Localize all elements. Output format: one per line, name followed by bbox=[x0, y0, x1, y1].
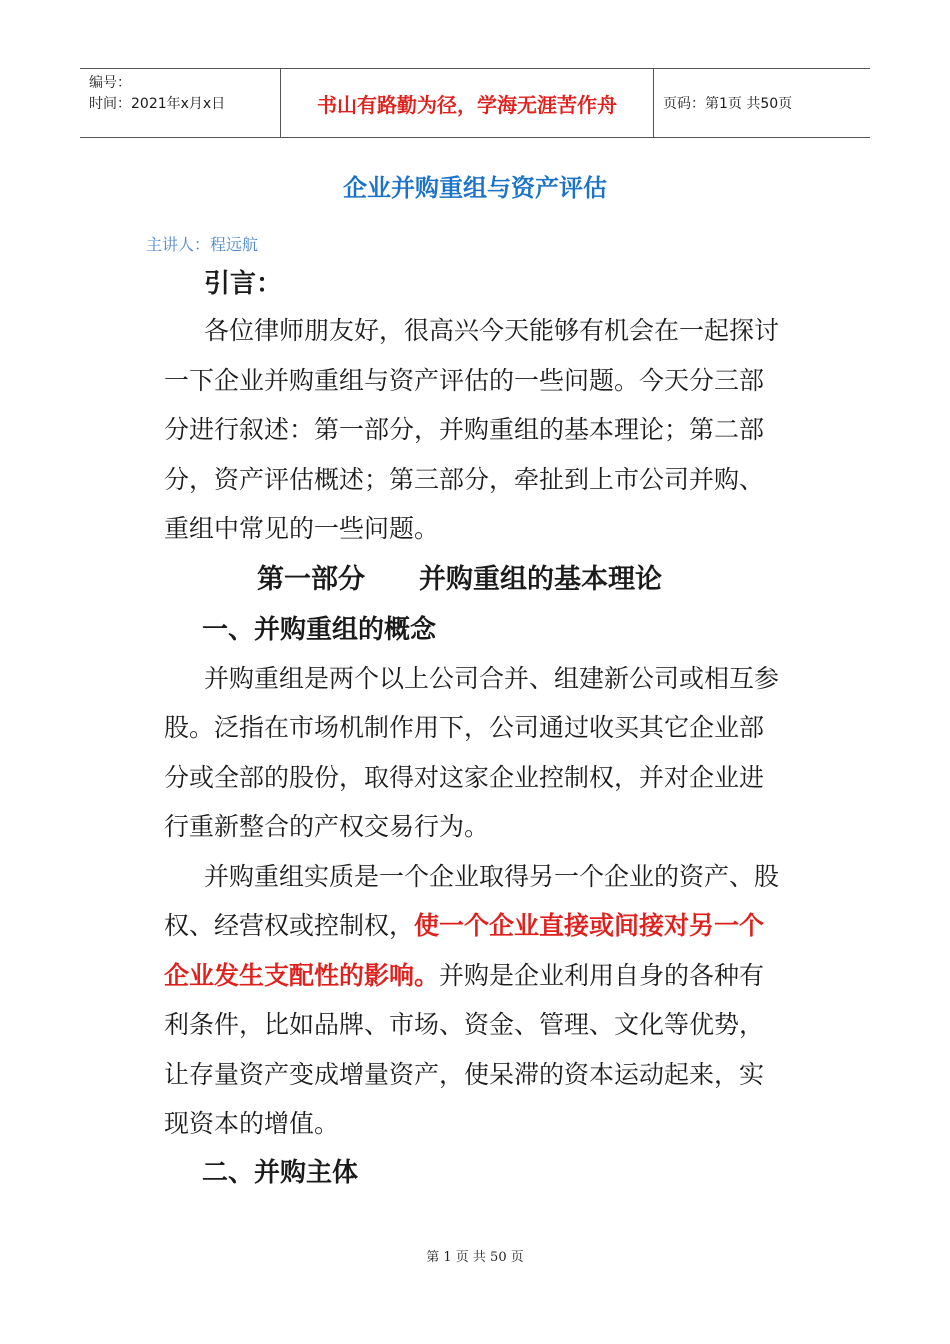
section2-heading: 二、并购主体 bbox=[202, 1157, 359, 1188]
section1-paragraph2 bbox=[164, 852, 784, 1149]
time-label: 时间：2021年x月x日 bbox=[89, 96, 226, 112]
part1-heading: 第一部分 并购重组的基本理论 bbox=[257, 563, 662, 595]
page-footer: 第 1 页 共 50 页 bbox=[426, 1250, 524, 1265]
document-title: 企业并购重组与资产评估 bbox=[343, 173, 607, 202]
page-header bbox=[80, 68, 870, 138]
document-body bbox=[164, 262, 784, 1197]
intro-heading: 引言： bbox=[204, 269, 283, 299]
header-page-info: 页码：第1页 共50页 bbox=[663, 96, 793, 112]
header-motto: 书山有路勤为径，学海无涯苦作舟 bbox=[281, 69, 654, 137]
para2-text-pre: 并购重组实质是一个企业取得另一个企业的资产、股权、经营权或控制权， bbox=[164, 861, 780, 940]
section1-heading: 一、并购重组的概念 bbox=[202, 614, 437, 645]
para2-highlight: 使一个企业直接或间接对另一个企业发生支配性的影响。 bbox=[164, 911, 765, 990]
section1-paragraph1: 并购重组是两个以上公司合并、组建新公司或相互参股。泛指在市场机制作用下，公司通过收买其它企业部分或全部的股份，取得对这家企业控制权，并对企业进行重新整合的产权交易行为。 bbox=[164, 663, 780, 841]
speaker-line: 主讲人：程远航 bbox=[146, 235, 259, 254]
header-meta bbox=[80, 69, 281, 137]
number-label: 编号： bbox=[89, 75, 131, 91]
intro-paragraph: 各位律师朋友好，很高兴今天能够有机会在一起探讨一下企业并购重组与资产评估的一些问题。今天分三部分进行叙述：第一部分，并购重组的基本理论；第二部分，资产评估概述；第三部分，牵扯到上市公司并购、重组中常见的一些问题。 bbox=[164, 316, 780, 543]
para2-text-post: 并购是企业利用自身的各种有利条件，比如品牌、市场、资金、管理、文化等优势，让存量资产变成增量资产，使呆滞的资本运动起来，实现资本的增值。 bbox=[164, 960, 765, 1138]
